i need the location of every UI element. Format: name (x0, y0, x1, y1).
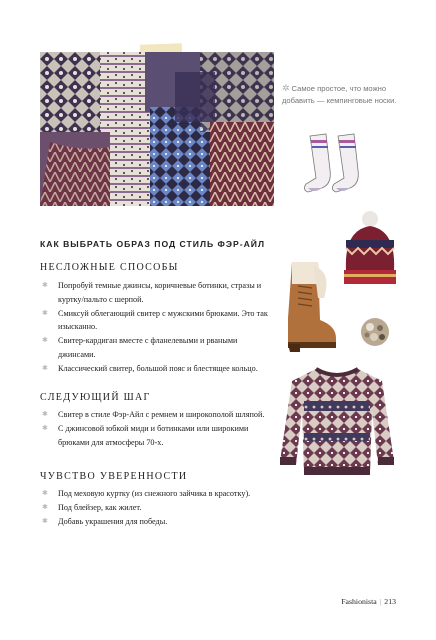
knitwear-photo (40, 52, 274, 206)
section-title-next-step: СЛЕДУЮЩИЙ ШАГ (40, 392, 151, 403)
page-number: 213 (384, 597, 396, 606)
list-item: ✱ Попробуй темные джинсы, коричневые ботинки, стразы и куртку/пальто с шерпой. (40, 279, 272, 307)
list-item: ✱ Смиксуй облегающий свитер с мужскими брюками. Это так изысканно. (40, 307, 272, 335)
main-heading: КАК ВЫБРАТЬ ОБРАЗ ПОД СТИЛЬ ФЭР-АЙЛ (40, 239, 265, 249)
ring-icon (356, 313, 394, 356)
asterisk-icon: ✲ (282, 83, 290, 93)
list-item: ✱ Добавь украшения для победы. (40, 515, 272, 529)
photo-caption: ✲ Самое простое, что можно добавить — кемпинговые носки. (282, 83, 397, 105)
section-list-confidence (40, 487, 272, 528)
list-item: ✱ Свитер-кардиган вместе с фланелевыми и рваными джинсами. (40, 334, 272, 362)
socks-icon (300, 132, 380, 201)
list-item: ✱ Под меховую куртку (из снежного зайчика в красотку). (40, 487, 272, 501)
list-item: ✱ Свитер в стиле Фэр-Айл с ремнем и широкополой шляпой. (40, 408, 272, 422)
footer-separator: | (379, 597, 382, 606)
section-list-next-step (40, 408, 272, 449)
beanie-icon (340, 210, 400, 295)
boot-icon (278, 258, 340, 359)
sweater-icon (278, 363, 396, 486)
section-list-easy (40, 279, 272, 376)
page-footer (341, 597, 396, 606)
section-title-easy: НЕСЛОЖНЫЕ СПОСОБЫ (40, 262, 179, 273)
list-item: ✱ Под блейзер, как жилет. (40, 501, 272, 515)
list-item: ✱ С джинсовой юбкой миди и ботинками или широкими брюками для атмосферы 70-х. (40, 422, 272, 450)
section-title-confidence: ЧУВСТВО УВЕРЕННОСТИ (40, 471, 188, 482)
book-title: Fashionista (341, 597, 377, 606)
list-item: ✱ Классический свитер, большой пояс и блестящее кольцо. (40, 362, 272, 376)
